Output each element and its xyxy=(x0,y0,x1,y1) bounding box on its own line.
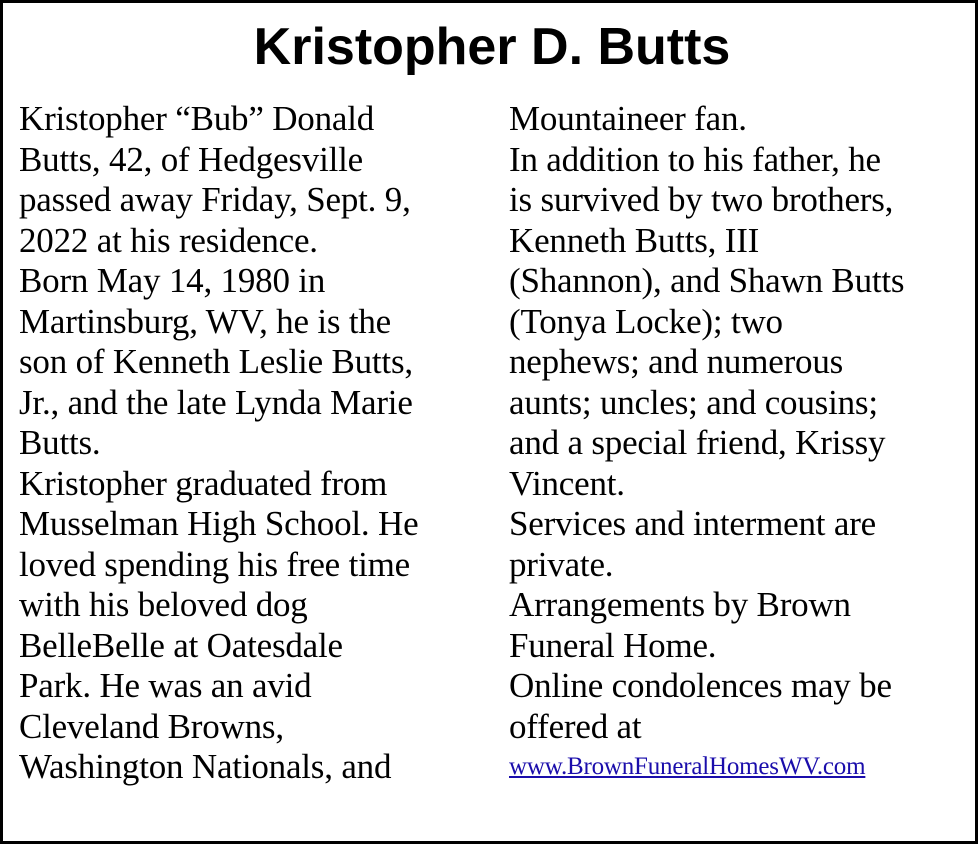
funeral-home-website-link[interactable]: www.BrownFuneralHomesWV.com xyxy=(509,753,866,780)
right-line: Services and interment are xyxy=(509,504,876,543)
right-line: Kenneth Butts, III xyxy=(509,220,760,260)
right-line: Funeral Home. xyxy=(509,625,717,665)
right-line: offered at xyxy=(509,706,642,746)
right-line: Online condolences may be xyxy=(509,666,892,705)
obituary-title: Kristopher D. Butts xyxy=(253,18,731,76)
left-line: Kristopher “Bub” Donald xyxy=(19,99,375,138)
left-line: Musselman High School. He xyxy=(19,504,419,543)
right-line: private. xyxy=(509,544,614,584)
right-line: In addition to his father, he xyxy=(509,139,881,179)
left-line: Park. He was an avid xyxy=(19,666,312,705)
right-line: Mountaineer fan. xyxy=(509,99,747,138)
right-line: and a special friend, Krissy xyxy=(509,423,886,462)
right-line: aunts; uncles; and cousins; xyxy=(509,382,878,422)
left-line: Martinsburg, WV, he is the xyxy=(19,301,392,341)
left-line: with his beloved dog xyxy=(19,585,308,624)
left-line: 2022 at his residence. xyxy=(19,220,318,260)
left-line: Born May 14, 1980 in xyxy=(19,261,326,300)
right-line: is survived by two brothers, xyxy=(509,180,894,219)
left-line: Butts. xyxy=(19,423,101,462)
right-line: Vincent. xyxy=(509,463,625,503)
left-line: Butts, 42, of Hedgesville xyxy=(19,139,363,179)
right-column xyxy=(509,99,974,788)
left-line: loved spending his free time xyxy=(19,544,410,584)
right-line: (Shannon), and Shawn Butts xyxy=(509,261,905,300)
left-line: passed away Friday, Sept. 9, xyxy=(19,180,411,219)
left-line: son of Kenneth Leslie Butts, xyxy=(19,342,413,381)
right-line: Arrangements by Brown xyxy=(509,585,851,624)
left-line: Cleveland Browns, xyxy=(19,706,284,746)
left-line: BelleBelle at Oatesdale xyxy=(19,625,343,665)
left-line: Kristopher graduated from xyxy=(19,463,388,503)
left-column xyxy=(19,99,489,788)
left-line: Washington Nationals, and xyxy=(19,747,392,786)
right-line: (Tonya Locke); two xyxy=(509,301,783,341)
left-line: Jr., and the late Lynda Marie xyxy=(19,382,413,422)
right-line: nephews; and numerous xyxy=(509,342,844,381)
